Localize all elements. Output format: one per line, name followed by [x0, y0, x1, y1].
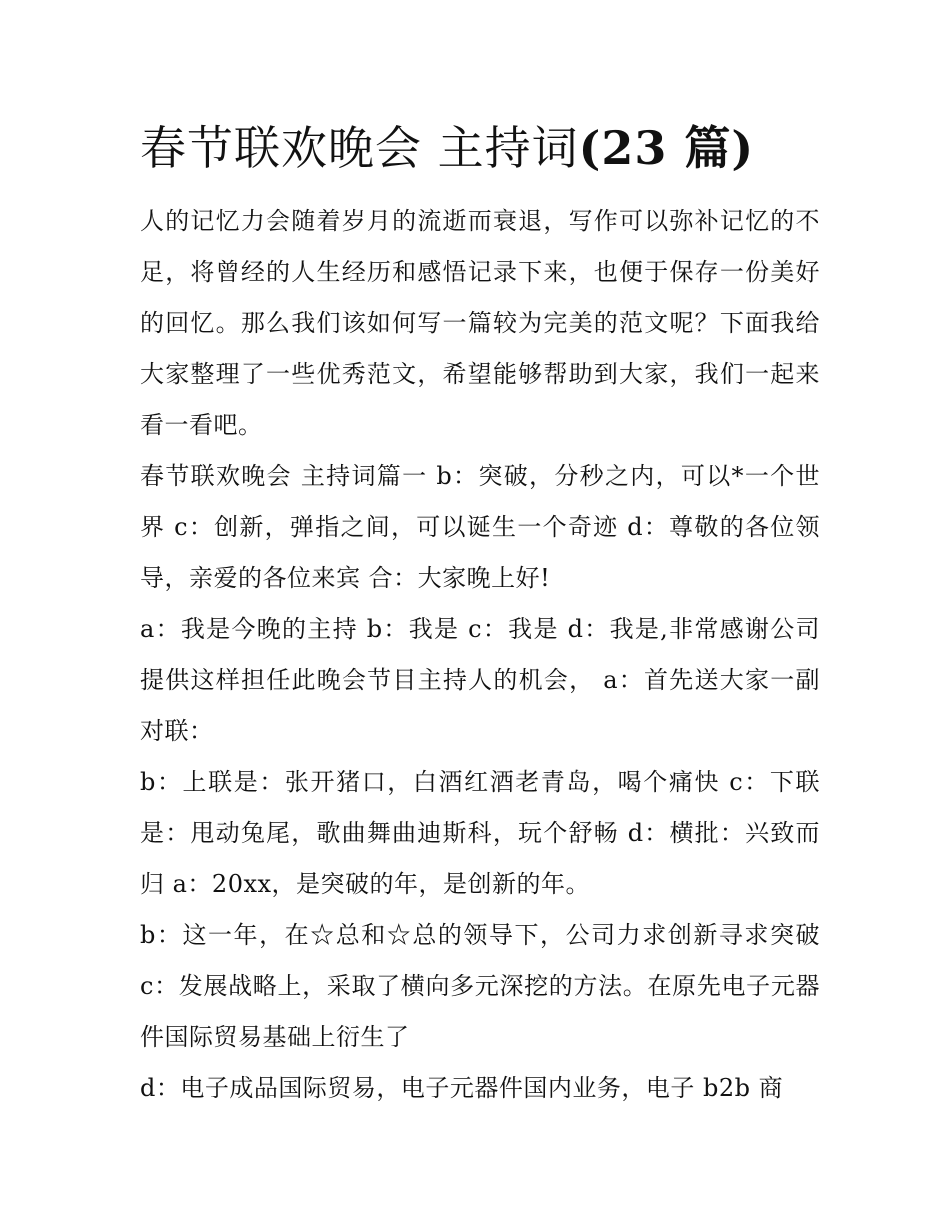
document-title: [140, 112, 820, 184]
document-page: [140, 112, 820, 1114]
title-main: 春节联欢晚会 主持词: [140, 121, 579, 175]
paragraph-business: d：电子成品国际贸易，电子元器件国内业务，电子 b2b 商: [140, 1074, 784, 1102]
paragraph-opening: 春节联欢晚会 主持词篇一 b：突破，分秒之内，可以*一个世界 c：创新，弹指之间，可以诞生一个奇迹 d：尊敬的各位领导，亲爱的各位来宾 合：大家晚上好!: [140, 462, 820, 592]
title-suffix: (23 篇): [578, 121, 755, 175]
paragraph-couplet: b：上联是：张开猪口，白酒红酒老青岛，喝个痛快 c：下联是：甩动兔尾，歌曲舞曲迪斯科，玩个舒畅 d：横批：兴致而归 a：20xx，是突破的年，是创新的年。: [140, 768, 820, 898]
paragraph-hosts: a：我是今晚的主持 b：我是 c：我是 d：我是,非常感谢公司提供这样担任此晚会节目主持人的机会， a：首先送大家一副对联：: [140, 615, 820, 745]
paragraph-year-review: b：这一年，在☆总和☆总的领导下，公司力求创新寻求突破 c：发展战略上，采取了横向多元深挖的方法。在原先电子元器件国际贸易基础上衍生了: [140, 921, 820, 1051]
paragraph-intro: 人的记忆力会随着岁月的流逝而衰退，写作可以弥补记忆的不足，将曾经的人生经历和感悟记录下来，也便于保存一份美好的回忆。那么我们该如何写一篇较为完美的范文呢？下面我给大家整理了一些优秀范文，希望能够帮助到大家，我们一起来看一看吧。: [140, 207, 820, 439]
